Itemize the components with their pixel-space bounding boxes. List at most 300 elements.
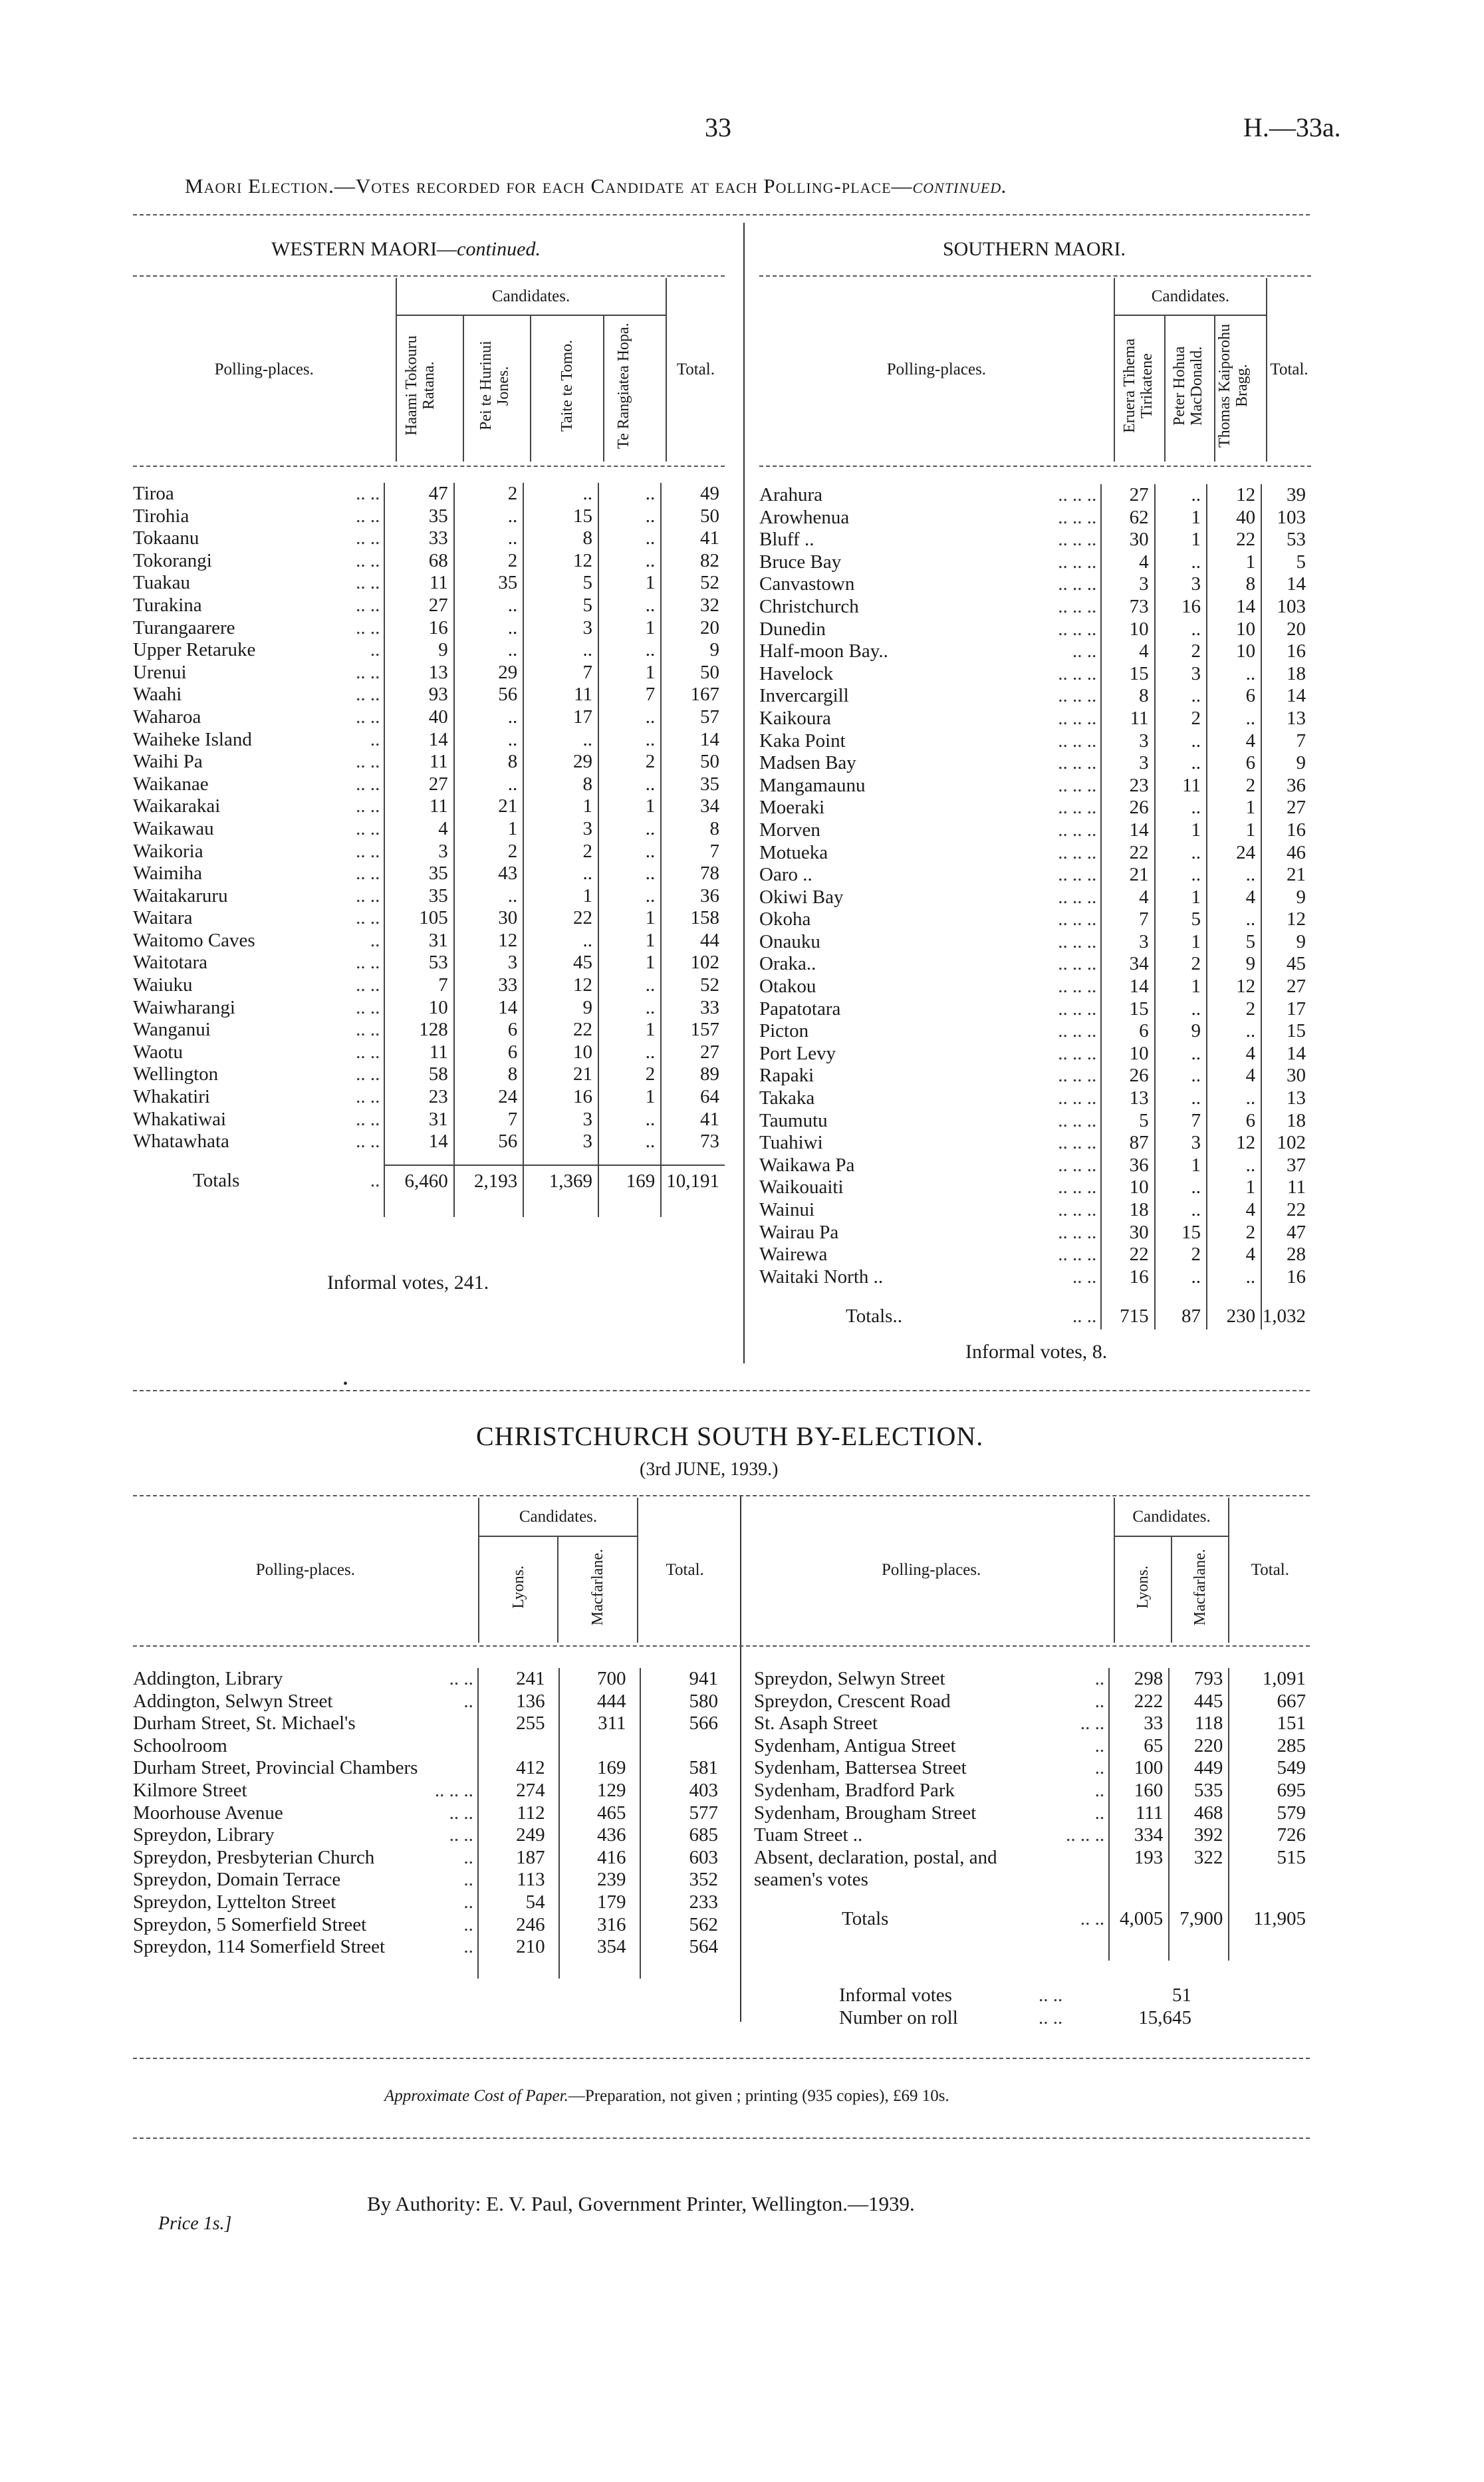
polling-place: Waiheke Island [133, 728, 252, 750]
polling-place: Spreydon, Presbyterian Church [133, 1846, 375, 1868]
table-row [133, 1713, 731, 1735]
polling-place: Addington, Library [133, 1668, 283, 1689]
polling-place: Papatotara [759, 998, 841, 1020]
vote-count: .. [454, 885, 523, 908]
leader-dots: .. .. [356, 1019, 380, 1041]
vote-count: 2 [1155, 708, 1207, 730]
polling-place: Waitomo Caves [133, 929, 255, 951]
vote-count: 1 [598, 952, 661, 974]
vote-count: 2 [598, 751, 661, 773]
vote-count: 1 [598, 795, 661, 818]
polling-place: Wairewa [759, 1244, 828, 1266]
polling-place: Oraka.. [759, 953, 816, 975]
polling-place: Spreydon, 114 Somerfield Street [133, 1936, 386, 1958]
vote-count: 1 [1155, 529, 1207, 551]
leader-dots: .. .. .. [1058, 529, 1097, 551]
vote-count: 65 [1109, 1735, 1169, 1758]
authority-line: By Authority: E. V. Paul, Government Printer, Wellington.—1939. [367, 2192, 915, 2215]
vote-count: 255 [478, 1713, 559, 1735]
byelection-right-candidate-1 [1114, 1536, 1172, 1643]
row-total: 549 [1229, 1757, 1311, 1780]
vote-count: 5 [1101, 1110, 1154, 1133]
polling-place: Invercargill [759, 685, 849, 707]
grand-total: 11,905 [1229, 1905, 1311, 1934]
polling-place: Spreydon, Lyttelton Street [133, 1891, 336, 1913]
southern-title: SOUTHERN MAORI. [943, 238, 1126, 260]
southern-total-header: Total. [1270, 360, 1308, 379]
row-total: 57 [700, 706, 719, 728]
vote-count: 10 [1101, 1176, 1154, 1199]
leader-dots: .. .. .. [1058, 1176, 1097, 1198]
western-candidate-2-name: Pei te Hurinui Jones. [477, 341, 512, 431]
polling-place: Waharoa [133, 706, 201, 728]
vote-count: 6 [454, 1041, 523, 1064]
vote-count: .. [454, 773, 523, 796]
vote-count: 27 [384, 595, 453, 617]
vote-count: .. [1207, 1087, 1261, 1110]
spacer-cell [478, 1959, 559, 1979]
vote-count: 58 [384, 1063, 453, 1086]
vote-count: 15 [1101, 663, 1154, 686]
vote-count: 21 [523, 1063, 598, 1086]
leader-dots: .. .. [356, 885, 380, 906]
row-total: 52 [700, 572, 719, 594]
row-total: 1,091 [1229, 1668, 1311, 1691]
leader-dots: .. .. .. [1058, 819, 1097, 841]
vote-count: 56 [454, 1131, 523, 1153]
byelection-right-candidate-2-name: Macfarlane. [1191, 1548, 1209, 1625]
row-total: 39 [1287, 484, 1306, 505]
vote-count: .. [1207, 1020, 1261, 1043]
divider [133, 2058, 1310, 2059]
vote-count: 7 [598, 684, 661, 706]
table-row [133, 505, 725, 528]
table-row [759, 887, 1311, 909]
leader-dots: .. .. .. [1058, 797, 1097, 819]
polling-place: Mangamaunu [759, 774, 866, 796]
column-divider [743, 223, 745, 1363]
polling-place: Spreydon, Selwyn Street [754, 1668, 945, 1689]
row-total: 50 [700, 661, 719, 683]
price: Price 1s.] [158, 2213, 232, 2234]
table-row [759, 819, 1311, 842]
leader-dots: .. [1094, 1779, 1105, 1801]
table-row [133, 595, 725, 617]
western-body-rule [133, 466, 725, 467]
vote-count: .. [598, 527, 661, 550]
leader-dots: .. .. [356, 751, 380, 773]
byelection-body-rule [133, 1645, 1310, 1647]
vote-count: 15 [1155, 1222, 1207, 1244]
vote-count [559, 1735, 640, 1758]
polling-place: Kaka Point [759, 730, 846, 752]
row-total: 34 [700, 795, 719, 817]
vote-count: .. [454, 595, 523, 617]
vote-count: .. [598, 841, 661, 863]
leader-dots: .. .. .. [1058, 1154, 1097, 1176]
vote-count: 239 [559, 1869, 640, 1891]
polling-place: Wairau Pa [759, 1221, 839, 1243]
vote-count: .. [1207, 908, 1261, 931]
polling-place: Rapaki [759, 1065, 814, 1087]
spacer-cell [384, 1153, 453, 1165]
table-row [759, 1199, 1311, 1222]
vote-count: .. [1155, 730, 1207, 753]
spacer-cell [940, 1288, 1101, 1303]
vote-count: 9 [1155, 1020, 1207, 1043]
polling-place: Tuahiwi [759, 1132, 823, 1154]
table-row [759, 708, 1311, 730]
row-total: 22 [1287, 1199, 1306, 1220]
row-total: 102 [690, 952, 719, 974]
spacer-cell [454, 1197, 523, 1217]
leader-dots: .. .. .. [1058, 1042, 1097, 1064]
spacer-row [759, 1288, 1311, 1303]
row-total: 9 [1296, 886, 1306, 908]
southern-header-rule [759, 275, 1311, 277]
vote-count: 4 [1101, 640, 1154, 663]
vote-count: 36 [1101, 1155, 1154, 1177]
table-row [133, 550, 725, 573]
table-row [133, 818, 725, 841]
western-header-rule [133, 275, 725, 277]
vote-count: 4 [1207, 1043, 1261, 1065]
leader-dots: .. .. .. [1058, 752, 1097, 774]
row-total: 158 [690, 907, 719, 929]
table-row [133, 706, 725, 729]
row-total: 167 [690, 684, 719, 706]
leader-dots: .. .. [356, 1086, 380, 1108]
polling-place: Waikawa Pa [759, 1154, 855, 1176]
totals-value: 2,193 [454, 1165, 523, 1197]
vote-count: 16 [523, 1086, 598, 1109]
row-total: 103 [1277, 506, 1306, 528]
row-total: 16 [1287, 819, 1306, 841]
totals-row [759, 1303, 1311, 1329]
row-total: 14 [1287, 573, 1306, 595]
leader-dots: .. .. [356, 527, 380, 549]
polling-place: Spreydon, 5 Somerfield Street [133, 1913, 367, 1935]
totals-value: 715 [1101, 1303, 1154, 1329]
vote-count: 12 [1207, 1132, 1261, 1155]
leader-dots: .. .. .. [1058, 484, 1097, 505]
vote-count: 11 [1155, 775, 1207, 797]
row-total: 9 [709, 639, 719, 661]
vote-count: 1 [1207, 797, 1261, 819]
vote-count: 334 [1109, 1824, 1169, 1847]
row-total: 515 [1229, 1847, 1311, 1869]
polling-place: Moorhouse Avenue [133, 1802, 283, 1824]
table-row [133, 751, 725, 773]
leader-dots: .. .. [449, 1668, 473, 1689]
vote-count: 3 [523, 818, 598, 841]
cost-text: —Preparation, not given ; printing (935 copies), £69 10s. [568, 2087, 949, 2105]
vote-count: .. [523, 863, 598, 885]
leader-dots: .. .. [356, 661, 380, 683]
vote-count: 3 [523, 617, 598, 640]
vote-count: 11 [1101, 708, 1154, 730]
vote-count: .. [598, 818, 661, 841]
byelection-left-candidate-1-name: Lyons. [509, 1565, 527, 1609]
vote-count: 311 [559, 1713, 640, 1735]
row-total: 15 [1287, 1020, 1306, 1042]
vote-count: .. [523, 729, 598, 752]
row-total [1229, 1869, 1311, 1891]
leader-dots: .. .. [449, 1824, 473, 1846]
row-total: 32 [700, 594, 719, 616]
table-row [759, 842, 1311, 865]
western-candidate-3 [531, 315, 604, 462]
vote-count: .. [598, 483, 661, 505]
leader-dots: .. .. [356, 684, 380, 706]
row-total: 157 [690, 1019, 719, 1041]
polling-place: Waikarakai [133, 795, 221, 817]
byelection-informal-value: 51 [1172, 1985, 1191, 2006]
table-row [133, 617, 725, 640]
vote-count: 8 [1207, 573, 1261, 596]
spacer-cell [749, 1934, 1037, 1961]
row-total: 233 [640, 1891, 732, 1914]
vote-count: .. [1155, 864, 1207, 887]
vote-count: 15 [523, 505, 598, 528]
table-row [133, 930, 725, 952]
vote-count: .. [454, 505, 523, 528]
row-total: 7 [1296, 730, 1306, 752]
leader-dots: .. .. .. [1058, 976, 1097, 998]
western-candidate-2 [463, 315, 531, 462]
row-total: 50 [700, 505, 719, 527]
spacer-cell [1037, 1934, 1109, 1961]
spacer-cell [320, 1197, 385, 1217]
leader-dots: .. [463, 1846, 473, 1868]
vote-count: 416 [559, 1847, 640, 1869]
vote-count: 3 [1155, 573, 1207, 596]
vote-count: 22 [523, 907, 598, 930]
vote-count: 298 [1109, 1668, 1169, 1691]
row-total: 577 [640, 1802, 732, 1825]
row-total: 46 [1287, 841, 1306, 863]
table-row [759, 596, 1311, 619]
polling-place: Tirohia [133, 505, 189, 527]
grand-total: 1,032 [1262, 1305, 1306, 1327]
spacer-cell [598, 1153, 661, 1165]
vote-count: 5 [1207, 931, 1261, 954]
vote-count: 1 [598, 572, 661, 595]
leader-dots: .. .. .. [1058, 618, 1097, 640]
polling-place: Morven [759, 819, 820, 841]
vote-count: .. [598, 863, 661, 885]
row-total: 151 [1229, 1713, 1311, 1735]
row-total: 36 [1287, 774, 1306, 796]
vote-count: 8 [454, 1063, 523, 1086]
table-row [133, 1109, 725, 1131]
vote-count: 30 [1101, 1222, 1154, 1244]
row-total: 45 [1287, 953, 1306, 975]
spacer-cell [523, 1153, 598, 1165]
southern-candidate-1 [1114, 315, 1165, 462]
row-total: 27 [1287, 797, 1306, 819]
spacer-cell [320, 1153, 385, 1165]
vote-count: 246 [478, 1914, 559, 1937]
vote-count: 3 [1155, 1132, 1207, 1155]
vote-count: 10 [1207, 619, 1261, 641]
vote-count: 128 [384, 1019, 453, 1041]
vote-count: 5 [1155, 908, 1207, 931]
leader-dots [424, 1735, 478, 1758]
vote-count: 22 [1207, 529, 1261, 551]
totals-row [749, 1905, 1311, 1934]
leader-dots: .. .. .. [1058, 930, 1097, 952]
vote-count: 23 [1101, 775, 1154, 797]
leader-dots: .. [1094, 1734, 1105, 1756]
cost-label: Approximate Cost of Paper. [384, 2087, 568, 2105]
vote-count: 22 [1101, 1244, 1154, 1266]
vote-count: 8 [523, 773, 598, 796]
polling-place: Picton [759, 1020, 809, 1042]
vote-count: 4 [1207, 1199, 1261, 1222]
table-row [133, 1019, 725, 1041]
leader-dots: .. [370, 639, 380, 661]
row-total: 14 [1287, 685, 1306, 707]
spacer-cell [1229, 1934, 1311, 1961]
vote-count: .. [598, 885, 661, 908]
spacer-row [133, 1959, 731, 1979]
vote-count: 6 [454, 1019, 523, 1041]
table-row [759, 1244, 1311, 1266]
vote-count: .. [598, 729, 661, 752]
table-row [133, 1063, 725, 1086]
row-total: 13 [1287, 707, 1306, 729]
vote-count: 11 [523, 684, 598, 706]
leader-dots: .. .. .. [1058, 1020, 1097, 1042]
vote-count: 111 [1109, 1802, 1169, 1825]
vote-count: .. [1207, 1266, 1261, 1289]
leader-dots: .. .. .. [1058, 908, 1097, 930]
vote-count: 793 [1169, 1668, 1229, 1691]
byelection-informal-label: Informal votes [839, 1985, 952, 2006]
grand-total: 10,191 [666, 1170, 719, 1192]
table-row [759, 864, 1311, 887]
vote-count: 187 [478, 1847, 559, 1869]
polling-place: Waahi [133, 684, 182, 706]
western-candidate-4 [604, 315, 666, 462]
polling-place: Motueka [759, 841, 828, 863]
vote-count: 30 [454, 907, 523, 930]
totals-label: Totals [842, 1908, 889, 1930]
row-total: 28 [1287, 1244, 1306, 1266]
table-row [759, 775, 1311, 797]
leader-dots: .. .. .. [1058, 1087, 1097, 1109]
vote-count: 1 [523, 885, 598, 908]
western-candidate-1-name: Haami Tokouru Ratana. [403, 335, 438, 436]
vote-count: 1 [598, 930, 661, 952]
leader-dots: .. .. [356, 549, 380, 571]
vote-count: 113 [478, 1869, 559, 1891]
byelection-right-candidate-1-name: Lyons. [1134, 1565, 1152, 1609]
vote-count: 29 [454, 662, 523, 684]
vote-count: .. [598, 974, 661, 997]
leader-dots: .. [463, 1891, 473, 1913]
leader-dots: .. .. .. [1058, 1244, 1097, 1266]
vote-count: 241 [478, 1668, 559, 1691]
leader-dots: .. [370, 929, 380, 951]
vote-count: 34 [1101, 953, 1154, 976]
table-row [133, 1735, 731, 1758]
vote-count: 4 [384, 818, 453, 841]
polling-place: Sydenham, Bradford Park [754, 1779, 955, 1801]
polling-place: Waitotara [133, 952, 207, 974]
polling-place: Arowhenua [759, 506, 850, 528]
leader-dots: .. .. .. [1058, 841, 1097, 863]
vote-count: 8 [454, 751, 523, 773]
spacer-cell [1207, 1288, 1261, 1303]
row-total: 41 [700, 1108, 719, 1130]
vote-count: 29 [523, 751, 598, 773]
vote-count: .. [523, 639, 598, 662]
vote-count: 11 [384, 572, 453, 595]
vote-count: 2 [1207, 1222, 1261, 1244]
spacer-cell [523, 1197, 598, 1217]
vote-count: 444 [559, 1691, 640, 1713]
row-total: 49 [700, 483, 719, 504]
vote-count: 1 [598, 662, 661, 684]
table-row [133, 1936, 731, 1959]
vote-count: 3 [523, 1109, 598, 1131]
leader-dots: .. .. .. [1066, 1824, 1105, 1846]
vote-count: .. [1155, 797, 1207, 819]
vote-count: 179 [559, 1891, 640, 1914]
totals-value: 7,900 [1169, 1905, 1229, 1934]
polling-place: Wanganui [133, 1019, 211, 1041]
row-total: 50 [700, 751, 719, 773]
vote-count: 4 [1207, 730, 1261, 753]
table-row [133, 974, 725, 997]
vote-count: .. [454, 527, 523, 550]
vote-count: 35 [384, 863, 453, 885]
polling-place: Tiroa [133, 483, 174, 504]
row-total: 36 [700, 885, 719, 906]
table-row [759, 1020, 1311, 1043]
polling-place: Waiwharangi [133, 996, 235, 1018]
vote-count: 112 [478, 1802, 559, 1825]
divider [133, 1390, 1310, 1391]
leader-dots: .. .. [356, 817, 380, 839]
table-row [759, 529, 1311, 551]
vote-count: 118 [1169, 1713, 1229, 1735]
polling-place: Tuakau [133, 572, 190, 594]
vote-count: 129 [559, 1780, 640, 1802]
leader-dots: .. .. .. [1058, 1065, 1097, 1087]
byelection-left-candidate-1 [479, 1536, 558, 1643]
table-row [133, 863, 725, 885]
row-total: 14 [1287, 1042, 1306, 1064]
leader-dots: .. .. [356, 974, 380, 996]
southern-header-table [759, 278, 1311, 462]
row-total: 30 [1287, 1065, 1306, 1087]
southern-candidate-1-name: Eruera Tihema Tirikatene [1120, 339, 1156, 434]
vote-count: 249 [478, 1824, 559, 1847]
divider [133, 2137, 1310, 2139]
table-row [749, 1713, 1311, 1735]
row-total: 695 [1229, 1780, 1311, 1802]
spacer-row [133, 1153, 725, 1165]
byelection-left-polling-header: Polling-places. [255, 1561, 355, 1580]
polling-place: Waitaki North .. [759, 1266, 884, 1288]
leader-dots: .. .. .. [1058, 864, 1097, 886]
vote-count: .. [598, 505, 661, 528]
polling-place: Absent, declaration, postal, and [754, 1846, 997, 1868]
polling-place: Waiuku [133, 974, 193, 996]
